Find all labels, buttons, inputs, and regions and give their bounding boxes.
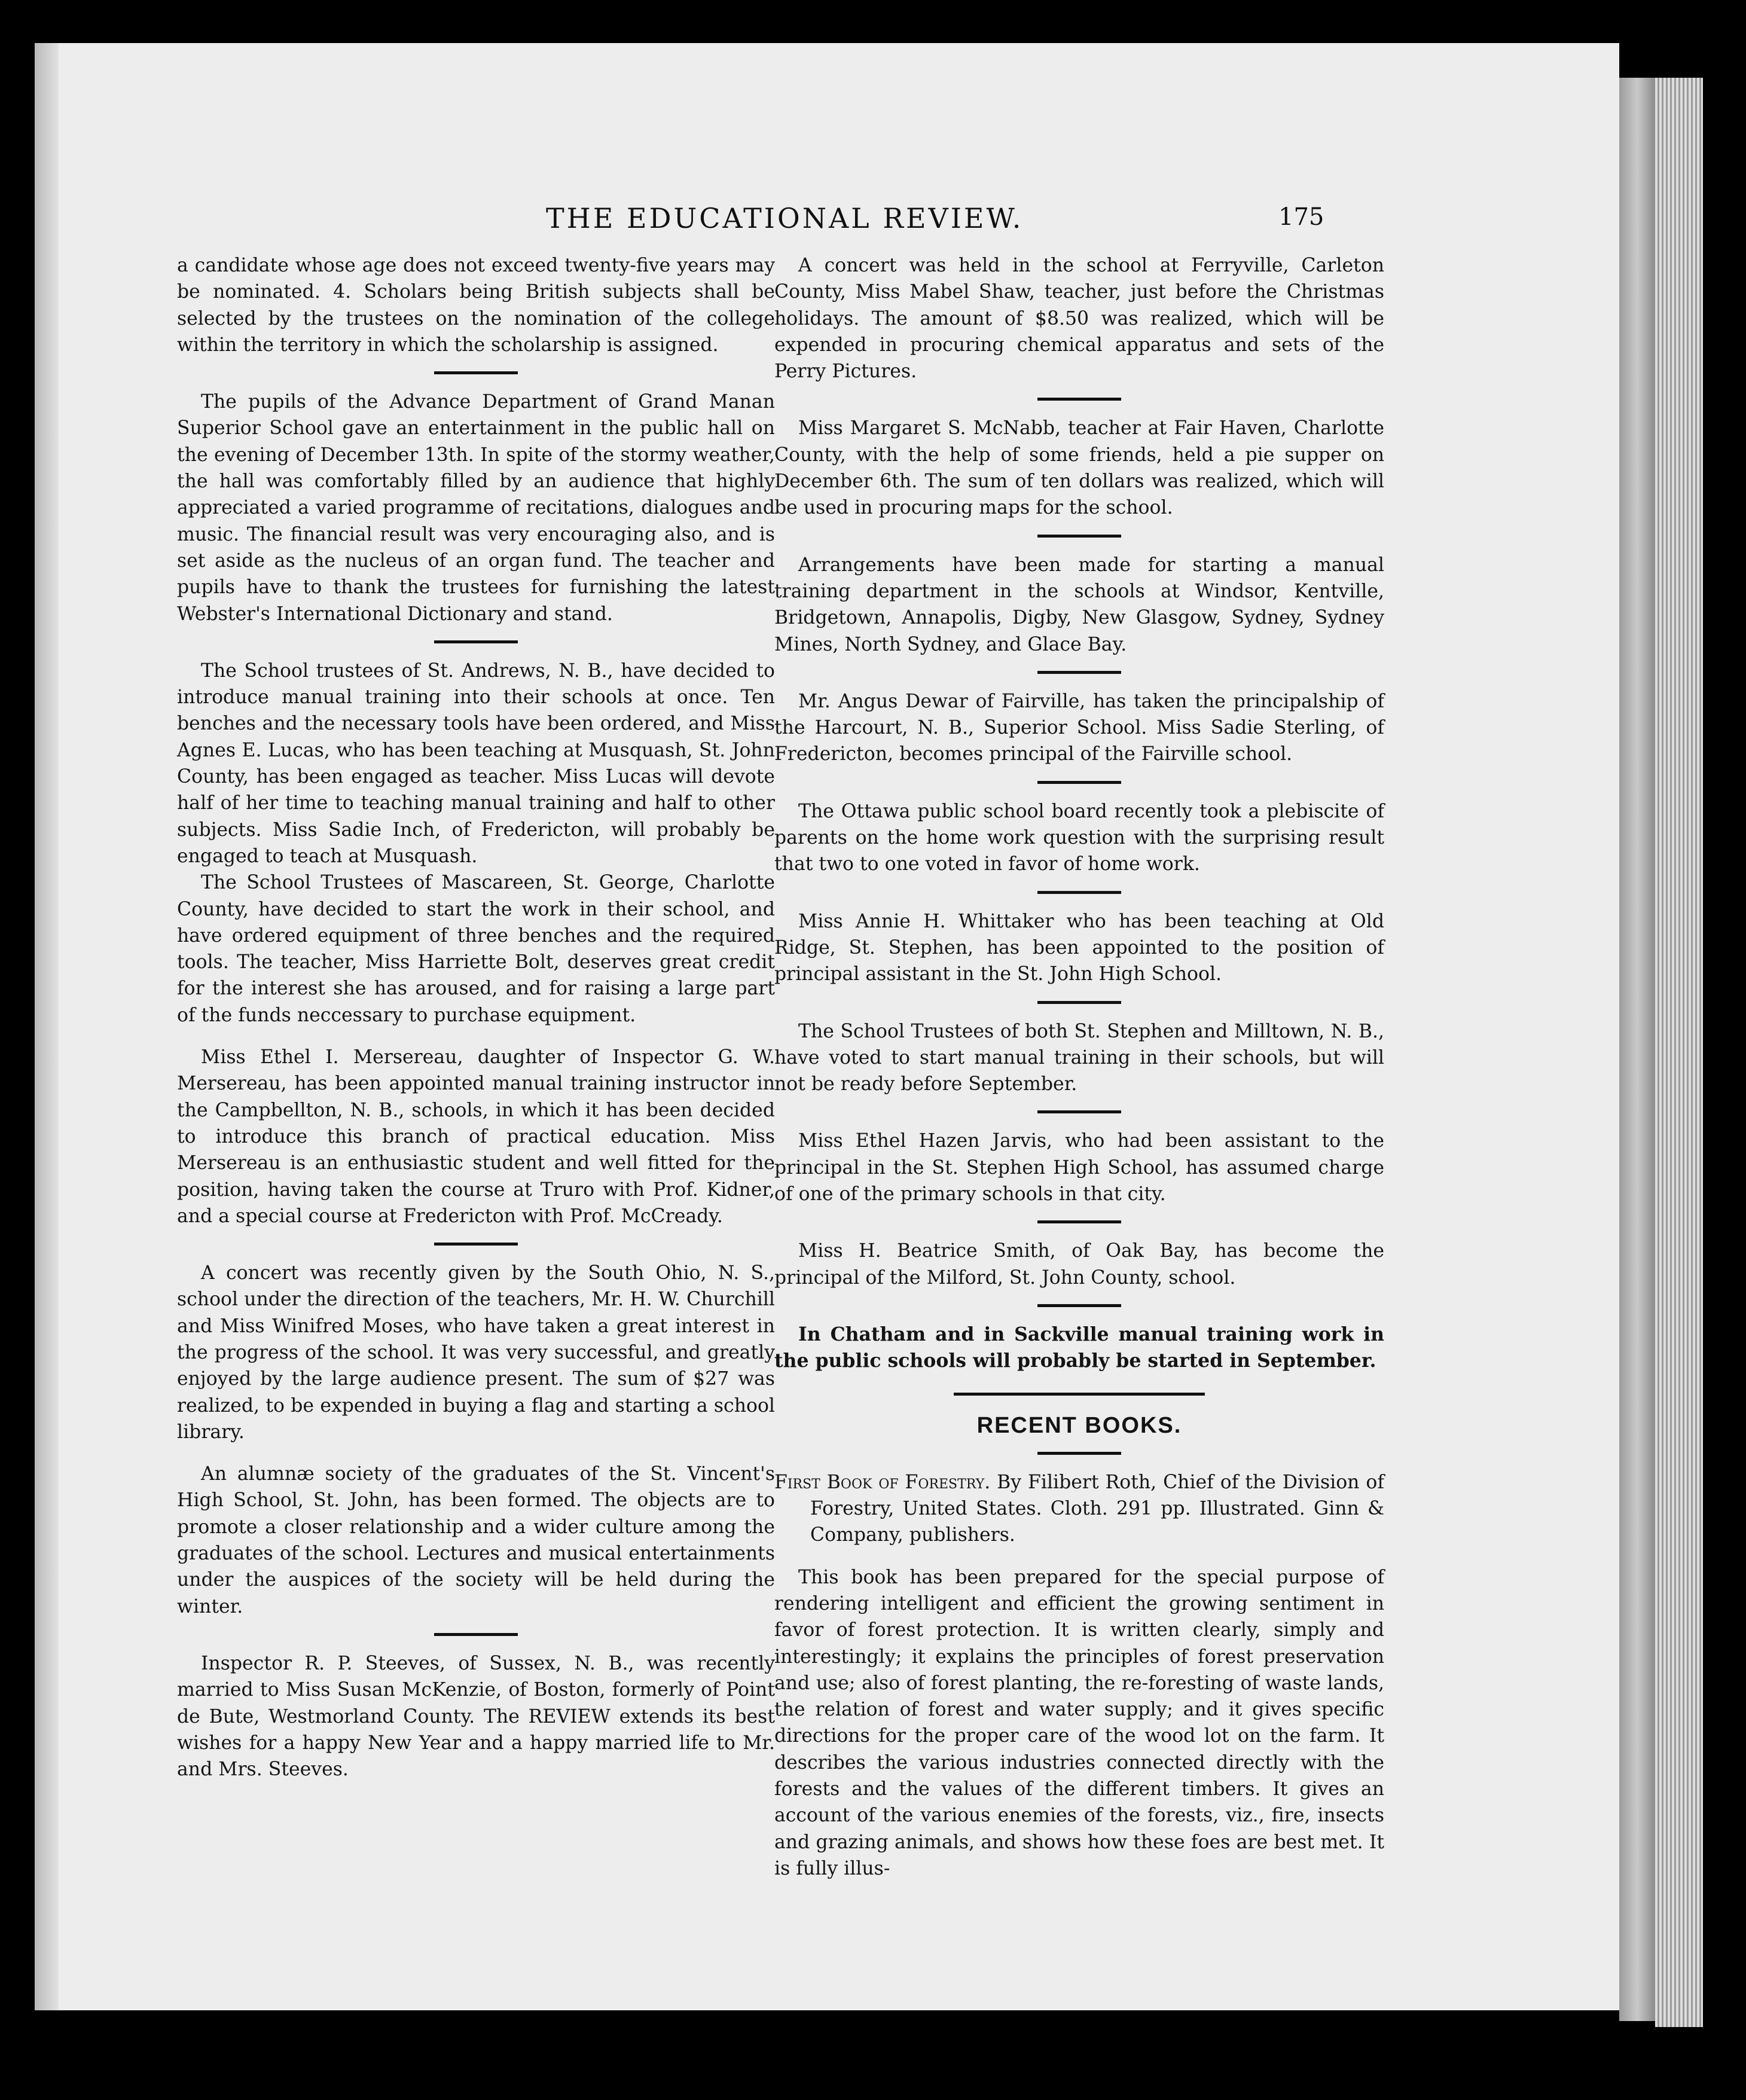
page-number: 175 <box>1278 203 1324 231</box>
right-column <box>774 252 1384 1882</box>
section-rule <box>1037 1110 1121 1113</box>
section-rule <box>954 1393 1205 1396</box>
section-rule <box>434 371 518 374</box>
journal-page <box>35 43 1619 2010</box>
section-rule <box>1037 1220 1121 1223</box>
article-paragraph: A concert was recently given by the South Ohio, N. S., school under the direction of the teachers, Mr. H. W. Churchill and Miss Winifred Moses, who have taken a great interest in the progress of the school. It was very successful, and greatly enjoyed by the large audience present. The sum of $27 was realized, to be expended in buying a flag and starting a school library. <box>177 1262 775 1443</box>
article-paragraph: The School Trustees of both St. Stephen and Milltown, N. B., have voted to start manual training in their schools, but will not be ready before September. <box>774 1020 1384 1095</box>
article-paragraph: The School trustees of St. Andrews, N. B., have decided to introduce manual training into their schools at once. Ten benches and the necessary tools have been ordered, and Miss Agnes E. Lucas, who has been teaching at Musquash, St. John County, has been engaged as teacher. Miss Lucas will devote half of her time to teaching manual training and half to other subjects. Miss Sadie Inch, of Fredericton, will probably be engaged to teach at Musquash. <box>177 660 775 867</box>
spacer <box>774 1549 1384 1564</box>
article-paragraph: Miss Ethel Hazen Jarvis, who had been assistant to the principal in the St. Stephen High School, has assumed charge of one of the primary schools in that city. <box>774 1130 1384 1205</box>
article-paragraph: Miss Annie H. Whittaker who has been teaching at Old Ridge, St. Stephen, has been appointed to the position of principal assistant in the St. John High School. <box>774 910 1384 985</box>
section-rule <box>1037 535 1121 538</box>
spacer <box>177 1445 775 1461</box>
section-rule <box>434 1243 518 1246</box>
article-paragraph: a candidate whose age does not exceed twenty-five years may be nominated. 4. Scholars being British subjects shall be selected by the trustees on the nomination of the college within the territory in which the scholarship is assigned. <box>177 255 775 356</box>
section-rule <box>1037 891 1121 894</box>
running-title: THE EDUCATIONAL REVIEW. <box>546 202 1024 234</box>
section-rule <box>434 640 518 643</box>
article-paragraph: Miss H. Beatrice Smith, of Oak Bay, has become the principal of the Milford, St. John County, school. <box>774 1240 1384 1289</box>
article-paragraph: In Chatham and in Sackville manual training work in the public schools will probably be started in September. <box>774 1323 1384 1372</box>
book-review: This book has been prepared for the special purpose of rendering intelligent and efficient the growing sentiment in favor of forest protection. It is written clearly, simply and interestingly; it explains the principles of forest preservation and use; also of forest planting, the re-foresting of waste lands, the relation of forest and water supply; and it gives specific directions for the proper care of the wood lot on the farm. It describes the various industries connected directly with the forests and the values of the different timbers. It gives an account of the various enemies of the forests, viz., fire, insects and grazing animals, and shows how these foes are best met. It is fully illus- <box>774 1566 1384 1879</box>
section-rule <box>1037 1452 1121 1455</box>
section-rule <box>1037 781 1121 784</box>
article-paragraph: The pupils of the Advance Department of Grand Manan Superior School gave an entertainment in the public hall on the evening of December 13th. In spite of the stormy weather, the hall was comfortably filled by an audience that highly appreciated a varied programme of recitations, dialogues and music. The financial result was very encouraging also, and is set aside as the nucleus of an organ fund. The teacher and pupils have to thank the trustees for furnishing the latest Webster's International Dictionary and stand. <box>177 391 775 625</box>
book-details: By Filibert Roth, Chief of the Division of Forestry, United States. Cloth. 291 pp. Illustrated. Ginn & Company, publishers. <box>810 1471 1384 1546</box>
book-title: First Book of Forestry. <box>774 1471 991 1493</box>
spacer <box>177 1028 775 1044</box>
section-rule <box>1037 1001 1121 1004</box>
article-paragraph: A concert was held in the school at Ferryville, Carleton County, Miss Mabel Shaw, teacher, just before the Christmas holidays. The amount of $8.50 was realized, which will be expended in procuring chemical apparatus and sets of the Perry Pictures. <box>774 255 1384 383</box>
page-stack <box>1655 78 1703 2027</box>
article-paragraph: An alumnæ society of the graduates of the St. Vincent's High School, St. John, has been formed. The objects are to promote a closer relationship and a wider culture among the graduates of the school. Lectures and musical entertainments under the auspices of the society will be held during the winter. <box>177 1463 775 1617</box>
section-rule <box>1037 1304 1121 1307</box>
article-paragraph: Mr. Angus Dewar of Fairville, has taken the principalship of the Harcourt, N. B., Superior School. Miss Sadie Sterling, of Fredericton, becomes principal of the Fairville school. <box>774 690 1384 765</box>
article-paragraph: Arrangements have been made for starting a manual training department in the schools at Windsor, Kentville, Bridgetown, Annapolis, Digby, New Glasgow, Sydney, Sydney Mines, North Sydney, and Glace Bay. <box>774 554 1384 655</box>
page-header <box>35 202 1619 244</box>
section-heading: RECENT BOOKS. <box>976 1412 1182 1438</box>
section-rule <box>1037 671 1121 674</box>
article-paragraph: Inspector R. P. Steeves, of Sussex, N. B., was recently married to Miss Susan McKenzie, of Boston, formerly of Point de Bute, Westmorland County. The REVIEW extends its best wishes for a happy New Year and a happy married life to Mr. and Mrs. Steeves. <box>177 1652 775 1781</box>
section-rule <box>1037 398 1121 401</box>
binding-shadow <box>35 43 59 2010</box>
page-edge <box>1619 78 1655 2021</box>
left-column <box>177 252 775 1782</box>
section-rule <box>434 1633 518 1636</box>
article-paragraph: The Ottawa public school board recently took a plebiscite of parents on the home work question with the surprising result that two to one voted in favor of home work. <box>774 800 1384 875</box>
article-paragraph: The School Trustees of Mascareen, St. George, Charlotte County, have decided to start the work in their school, and have ordered equipment of three benches and the required tools. The teacher, Miss Harriette Bolt, deserves great credit for the interest she has aroused, and for raising a large part of the funds neccessary to purchase equipment. <box>177 872 775 1026</box>
article-paragraph: Miss Ethel I. Mersereau, daughter of Inspector G. W. Mersereau, has been appointed manual training instructor in the Campbellton, N. B., schools, in which it has been decided to introduce this branch of practical education. Miss Mersereau is an enthusiastic student and well fitted for the position, having taken the course at Truro with Prof. Kidner, and a special course at Fredericton with Prof. McCready. <box>177 1046 775 1227</box>
article-paragraph: Miss Margaret S. McNabb, teacher at Fair Haven, Charlotte County, with the help of some friends, held a pie supper on December 6th. The sum of ten dollars was realized, which will be used in procuring maps for the school. <box>774 417 1384 519</box>
book-entry <box>774 1469 1384 1549</box>
